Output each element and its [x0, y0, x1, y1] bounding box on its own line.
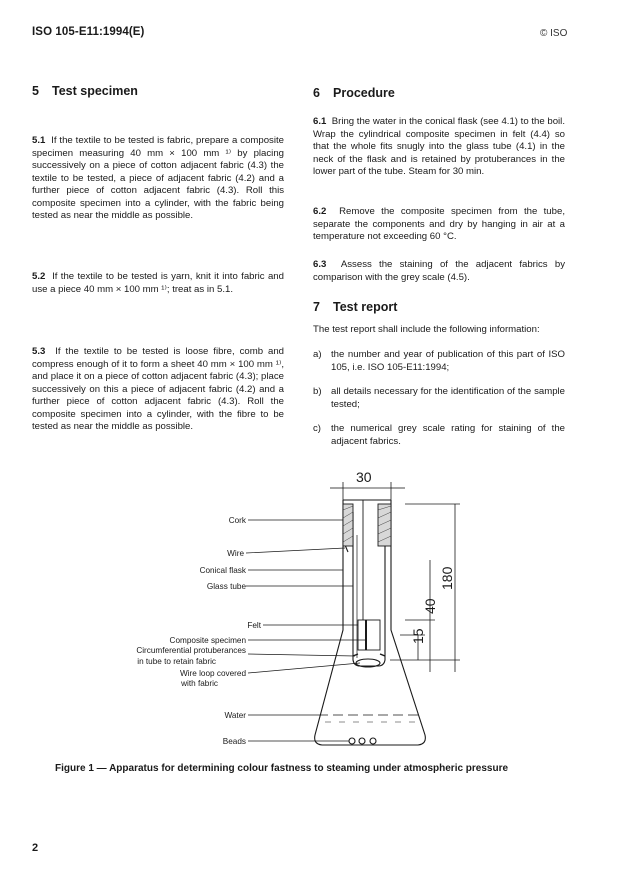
label-glass-tube: Glass tube — [206, 582, 246, 591]
clause-6-3 — [313, 259, 565, 284]
clause-5-3 — [32, 346, 284, 434]
section-6-number: 6 — [313, 86, 320, 100]
clause-6-2-number: 6.2 — [313, 206, 327, 217]
copyright-mark: © ISO — [540, 28, 568, 39]
label-wire-loop-2: with fabric — [181, 679, 218, 688]
label-water: Water — [224, 711, 246, 720]
bead — [349, 738, 355, 744]
clause-5-2-text: If the textile to be tested is yarn, knit it into fabric and use a piece 40 mm × 100 mm ¹⁾; treat as in 5.1. — [32, 271, 284, 295]
list-marker: a) — [313, 349, 322, 360]
felt-layer — [358, 620, 380, 650]
list-marker: b) — [313, 386, 322, 397]
list-item — [313, 423, 565, 448]
section-5-number: 5 — [32, 84, 39, 98]
label-felt: Felt — [247, 621, 261, 630]
clause-5-1-text: If the textile to be tested is fabric, prepare a composite specimen measuring 40 mm × 100 mm ¹⁾ by placing successively on a piece of cotton adjacent fabric (4.3) the textile to be tested, a piece of adjacent fabric (4.2) and a further piece of cotton adjacent fabric (4.3). Roll this composite specimen into a cylinder, with the fabric being tested as near the middle as possible. — [32, 135, 284, 221]
clause-5-2 — [32, 271, 284, 296]
label-wire: Wire — [227, 549, 244, 558]
figure-caption: Figure 1 — Apparatus for determining colour fastness to steaming under atmospheric pressure — [55, 763, 509, 774]
protuberance-marks — [353, 654, 385, 656]
section-5-title: Test specimen — [52, 84, 138, 98]
clause-6-1-number: 6.1 — [313, 116, 327, 127]
clause-5-1 — [32, 135, 284, 223]
clause-5-3-text: If the textile to be tested is loose fibre, comb and compress enough of it to form a sheet 40 mm × 100 mm ¹⁾, and place it on a piece of cotton adjacent fabric (4.3); place successively on this a piece of adjacent fabric (4.2) and a further piece of cotton adjacent fabric (4.3). Roll the composite specimen into a cylinder, with the fibre to be tested as near the middle as possible. — [32, 346, 284, 432]
label-protuberances-1: Circumferential protuberances — [136, 646, 246, 655]
page-number: 2 — [32, 842, 39, 854]
label-conical-flask: Conical flask — [199, 566, 246, 575]
test-report-intro: The test report shall include the following information: — [313, 324, 540, 335]
clause-6-3-text: Assess the staining of the adjacent fabrics by comparison with the grey scale (4.5). — [313, 259, 565, 283]
clause-6-2-text: Remove the composite specimen from the tube, separate the components and dry by hanging in air at a temperature not exceeding 60 °C. — [313, 206, 565, 242]
bead — [370, 738, 376, 744]
conical-flask-outline — [315, 500, 426, 745]
clause-5-3-number: 5.3 — [32, 346, 46, 357]
clause-6-3-number: 6.3 — [313, 259, 327, 270]
list-text: all details necessary for the identification of the sample tested; — [331, 386, 565, 410]
cork — [343, 504, 391, 546]
list-marker: c) — [313, 423, 321, 434]
label-composite-specimen: Composite specimen — [169, 636, 246, 645]
section-7-title: Test report — [333, 300, 398, 314]
clause-6-1-text: Bring the water in the conical flask (see 4.1) to the boil. Wrap the cylindrical composite specimen in felt (4.4) so that the whole fits snugly into the glass tube (4.1) in the neck of the flask and is retained by protuberances in the lower part of the tube. Steam for 30 min. — [313, 116, 565, 177]
bead — [359, 738, 365, 744]
clause-5-2-number: 5.2 — [32, 271, 46, 282]
section-5-heading — [32, 84, 284, 98]
label-wire-loop-1: Wire loop covered — [180, 669, 246, 678]
label-beads: Beads — [222, 737, 246, 746]
label-protuberances-2: in tube to retain fabric — [137, 657, 216, 666]
list-item — [313, 386, 565, 411]
list-text: the numerical grey scale rating for staining of the adjacent fabrics. — [331, 423, 565, 447]
section-7-heading — [313, 300, 565, 314]
dim-180-label: 180 — [439, 566, 455, 590]
dim-15-label: 15 — [410, 628, 426, 644]
list-text: the number and year of publication of this part of ISO 105, i.e. ISO 105-E11:1994; — [331, 349, 565, 373]
clause-5-1-number: 5.1 — [32, 135, 46, 146]
list-item — [313, 349, 565, 374]
section-6-heading — [313, 86, 565, 100]
standard-designation: ISO 105-E11:1994(E) — [32, 26, 145, 38]
dim-30-label: 30 — [356, 469, 372, 485]
section-7-number: 7 — [313, 300, 320, 314]
dim-40-label: 40 — [422, 598, 438, 614]
clause-6-1 — [313, 116, 565, 179]
section-6-title: Procedure — [333, 86, 395, 100]
label-cork: Cork — [228, 516, 246, 525]
apparatus-figure — [0, 460, 626, 760]
clause-6-2 — [313, 206, 565, 244]
